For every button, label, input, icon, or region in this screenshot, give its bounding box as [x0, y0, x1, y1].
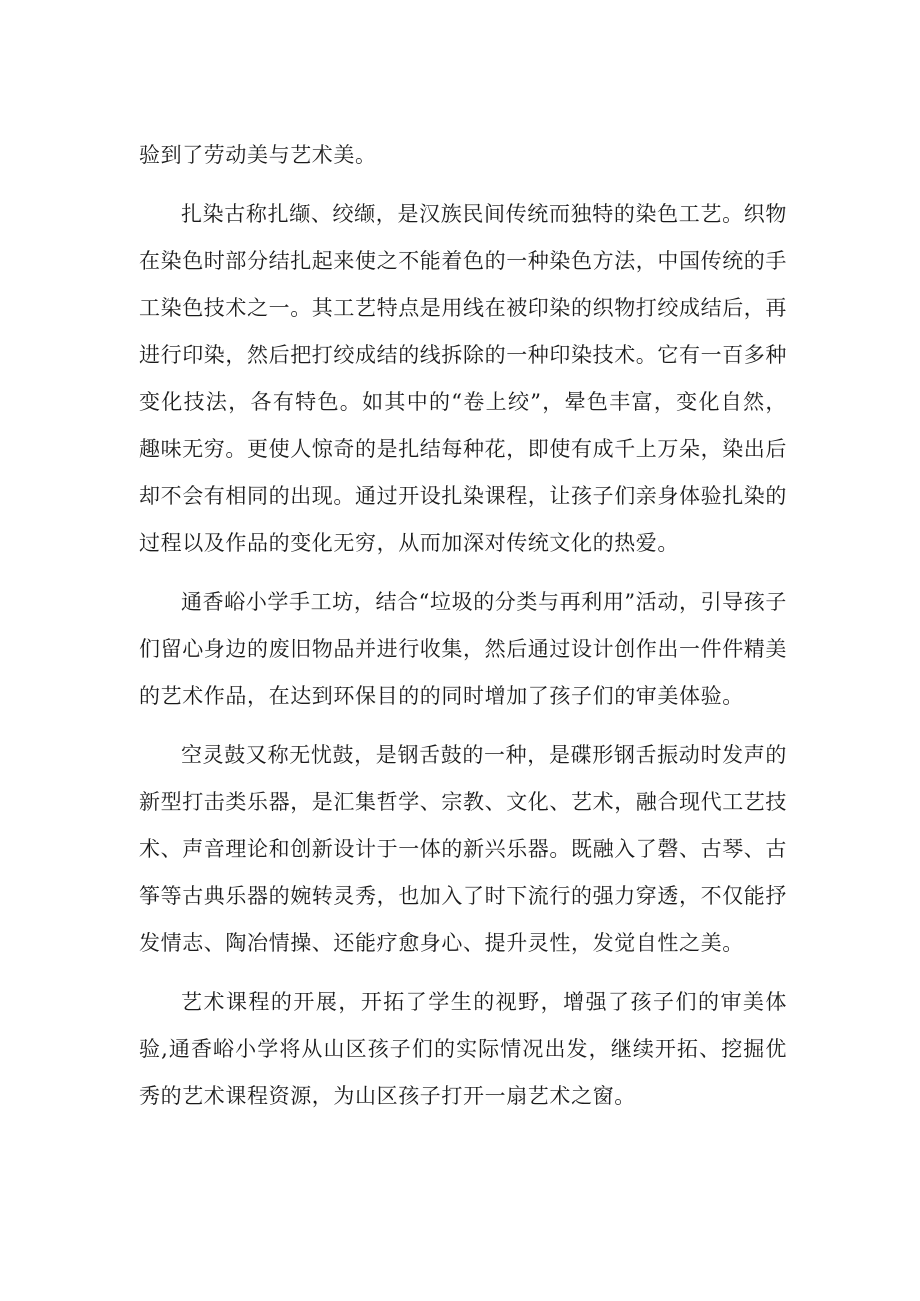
paragraph-tongue-drum: 空灵鼓又称无忧鼓，是钢舌鼓的一种，是碟形钢舌振动时发声的新型打击类乐器，是汇集哲学、宗教、文化、艺术，融合现代工艺技术、声音理论和创新设计于一体的新兴乐器。既融入了磬、古琴、古筝等古典乐器的婉转灵秀，也加入了时下流行的强力穿透，不仅能抒发情志、陶冶情操、还能疗愈身心、提升灵性，发觉自性之美。	[139, 743, 787, 955]
paragraph-handcraft-workshop: 通香峪小学手工坊，结合“垃圾的分类与再利用”活动，引导孩子们留心身边的废旧物品并进行收集，然后通过设计创作出一件件精美的艺术作品，在达到环保目的的同时增加了孩子们的审美体验。	[139, 590, 787, 708]
paragraph-conclusion: 艺术课程的开展，开拓了学生的视野，增强了孩子们的审美体验,通香峪小学将从山区孩子们的实际情况出发，继续开拓、挖掘优秀的艺术课程资源，为山区孩子打开一扇艺术之窗。	[139, 990, 787, 1108]
paragraph-tie-dye: 扎染古称扎缬、绞缬，是汉族民间传统而独特的染色工艺。织物在染色时部分结扎起来使之不能着色的一种染色方法，中国传统的手工染色技术之一。其工艺特点是用线在被印染的织物打绞成结后，再进行印染，然后把打绞成结的线拆除的一种印染技术。它有一百多种变化技法，各有特色。如其中的“卷上绞”，晕色丰富，变化自然，趣味无穷。更使人惊奇的是扎结每种花，即使有成千上万朵，染出后却不会有相同的出现。通过开设扎染课程，让孩子们亲身体验扎染的过程以及作品的变化无穷，从而加深对传统文化的热爱。	[139, 202, 787, 555]
body-text	[139, 132, 787, 1132]
paragraph-continuation: 验到了劳动美与艺术美。	[139, 143, 377, 167]
